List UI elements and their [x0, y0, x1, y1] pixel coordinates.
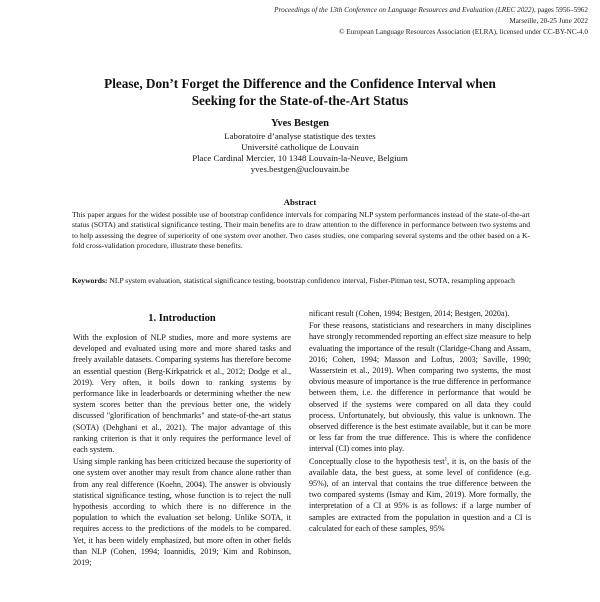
affiliation-lab: Laboratoire d’analyse statistique des textes	[224, 131, 376, 141]
author-name: Yves Bestgen	[270, 118, 330, 129]
intro-paragraph-2: Using simple ranking has been criticized because the superiority of one system over another may result from chance alone rather than from any real difference (Koehn, 2004). The answer is obviously statistical significance testing, whose function is to reject the null hypothesis according to which there is no difference in the population to which the evaluation set belong. Unlike SOTA, it requires access to the predictions of the models to be compared. Yet, it has been widely emphasized, but more often in other fields than NLP (Cohen, 1994; Ioannidis, 2019; Kim and Robinson, 2019;	[73, 457, 291, 568]
intro-paragraph-1: With the explosion of NLP studies, more and more systems are developed and evaluated using more and more shared tasks and freely available datasets. Comparing systems has therefore become an essential question (Berg-Kirkpatrick et al., 2012; Dodge et al., 2019). Very often, it boils down to ranking systems by performance like in leaderboards or determining whether the new system scores better than the previous better one, the widely discussed "glorification of benchmarks" and state-of-the-art status (SOTA) (Dehghani et al., 2021). The major advantage of this ranking criterion is that it only requires the performance level of each system.	[73, 333, 291, 455]
intro-paragraph-4-rest: , it is, on the basis of the available data, the best guess, at some level of confidence (e.g. 95%), of an interval that contains the true difference between the two compared systems (Ismay and Kim, 2019). More formally, the interpretation of a CI at 95% is as follows: if a large number of samples are extracted from the population in question and a CI is calculated for each of these samples, 95%	[309, 456, 531, 533]
intro-paragraph-4	[309, 456, 531, 534]
pages-line: , pages 5956–5962	[533, 6, 588, 14]
intro-paragraph-2-continued: nificant result (Cohen, 1994; Bestgen, 2014; Bestgen, 2020a).	[309, 309, 510, 318]
abstract-text: This paper argues for the widest possible use of bootstrap confidence intervals for comparing NLP system performances instead of the state-of-the-art status (SOTA) and statistical significance testing. Their main benefits are to draw attention to the difference in performance between two systems and to help assessing the degree of superiority of one system over another. Two cases studies, one comparing several systems and the other based on a K-fold cross-validation procedure, illustrate these benefits.	[72, 210, 530, 251]
title-line-1: Please, Don’t Forget the Difference and the Confidence Interval when	[104, 76, 496, 91]
keywords-text: NLP system evaluation, statistical significance testing, bootstrap confidence interval, Fisher-Pitman test, SOTA, resampling approach	[107, 276, 515, 285]
title-line-2: Seeking for the State-of-the-Art Status	[191, 93, 409, 108]
author-email: yves.bestgen@uclouvain.be	[250, 164, 350, 174]
keywords	[72, 276, 530, 286]
affiliation-university: Université catholique de Louvain	[241, 142, 359, 152]
right-column	[309, 308, 531, 600]
keywords-label: Keywords:	[72, 276, 108, 285]
footnote-marker[interactable]: 1	[444, 456, 448, 462]
author-block	[100, 117, 500, 175]
license-line: © European Language Resources Association (ELRA), licensed under CC-BY-NC-4.0	[339, 28, 588, 36]
abstract-heading: Abstract	[283, 197, 317, 207]
paper-title	[60, 75, 540, 109]
venue-line: Proceedings of the 13th Conference on Language Resources and Evaluation (LREC 2022)	[274, 6, 534, 14]
left-column	[73, 312, 291, 602]
location-line: Marseille, 20-25 June 2022	[509, 17, 588, 25]
proceedings-header	[168, 5, 588, 38]
affiliation-address: Place Cardinal Mercier, 10 1348 Louvain-la-Neuve, Belgium	[192, 153, 408, 163]
section-heading-introduction: 1. Introduction	[148, 313, 216, 324]
intro-paragraph-3: For these reasons, statisticians and researchers in many disciplines have strongly recommended reporting an effect size measure to help evaluating the importance of the result (Claridge-Chang and Assam, 2016; Cohen, 1994; Masson and Loftus, 2003; Saville, 1990; Wasserstein et al., 2019). When comparing two systems, the most obvious measure of importance is the true difference in performance between them, i.e. the difference in performance that would be observed if the systems were compared on all data they could process. Unfortunately, but obviously, this value is unknown. The observed difference is the best estimate available, but it can be more or less far from the true difference. This is where the confidence interval (CI) comes into play.	[309, 321, 531, 454]
intro-paragraph-4-start: Conceptually close to the hypothesis test	[309, 456, 445, 466]
